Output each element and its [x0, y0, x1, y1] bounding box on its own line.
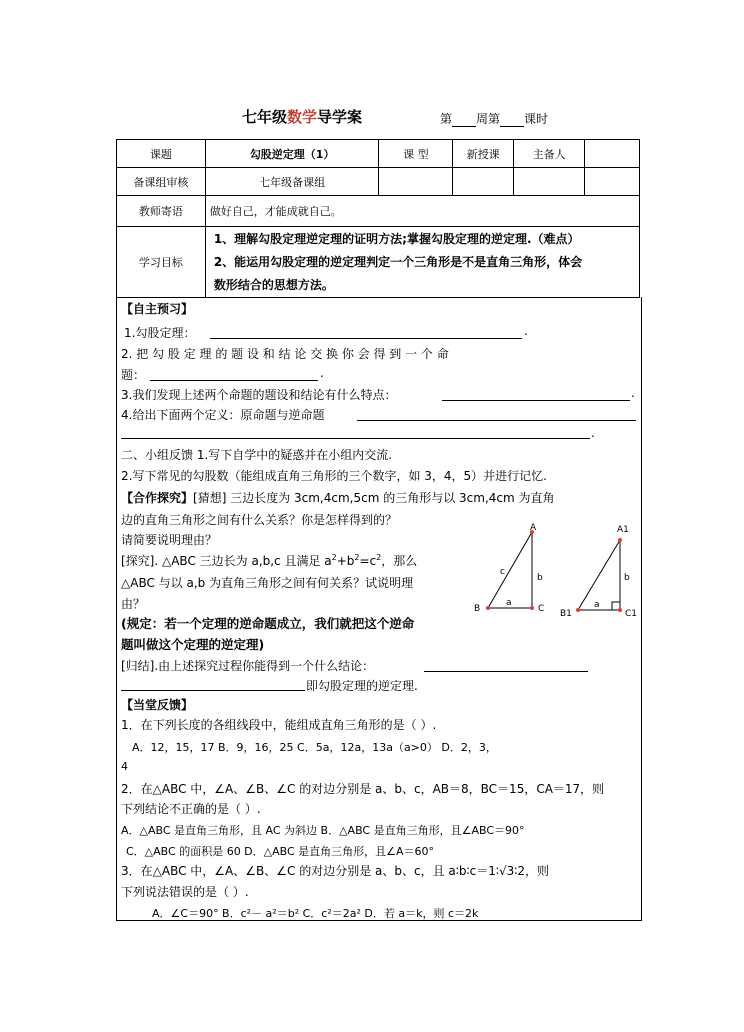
vertex-label: B — [474, 604, 481, 614]
triangle-a1b1c1 — [560, 525, 637, 619]
side-label: c — [500, 567, 505, 577]
side-label: b — [624, 573, 630, 583]
answer-line — [121, 438, 590, 439]
feedback-q3: 3．在△ABC 中，∠A、∠B、∠C 的对边分别是 a、b、c，且 a∶b∶c＝1∶√3∶2，则 — [121, 864, 550, 878]
sqrt3: √3 — [498, 864, 515, 878]
vertex-label: B1 — [560, 609, 572, 619]
empty-cell — [379, 168, 453, 196]
empty-cell — [453, 168, 514, 196]
vertex-label: A — [530, 523, 537, 533]
preview-q2: 2. 把 勾 股 定 理 的 题 设 和 结 论 交 换 你 会 得 到 一 个 命 — [121, 347, 449, 361]
side-label: a — [506, 598, 512, 608]
explore-line-3: 请简要说明理由？ — [121, 533, 218, 547]
label-lesson-type: 课 型 — [379, 140, 453, 168]
feedback-q1: 1．在下列长度的各组线段中，能组成直角三角形的是（ ）. — [121, 718, 437, 732]
label-goals: 学习目标 — [117, 227, 206, 298]
lesson-type: 新授课 — [453, 140, 514, 168]
inquiry-line-3: 由？ — [121, 597, 146, 611]
answer-line — [424, 671, 588, 672]
group-feedback-1: 二、小组反馈 1.写下自学中的疑惑并在小组内交流. — [121, 448, 393, 462]
feedback-q1-options: A．12，15，17 B．9，16，25 C．5a，12a，13a（a>0） D．2，3， — [132, 741, 497, 754]
side-label: b — [537, 573, 543, 583]
explore-line-2: 边的直角三角形之间有什么关系？你是怎样得到的？ — [121, 513, 398, 527]
preview-q1: 1.勾股定理： — [124, 326, 196, 340]
page-title: 七年级数学导学案 — [242, 108, 363, 126]
feedback-q2-options-ab: A．△ABC 是直角三角形，且 AC 为斜边 B．△ABC 是直角三角形，且∠ABC＝90° — [121, 824, 525, 837]
vertex-label: A1 — [617, 525, 629, 535]
answer-line — [357, 420, 636, 421]
explore-heading: 【合作探究】 — [121, 491, 194, 505]
answer-line — [442, 400, 630, 401]
feedback-q2: 2．在△ABC 中，∠A、∠B、∠C 的对边分别是 a、b、c，AB＝8，BC＝15，CA＝17，则 — [121, 782, 605, 796]
triangle-abc — [474, 523, 544, 614]
week-lesson-line: 第 周第 课时 — [440, 112, 549, 126]
answer-line — [210, 338, 522, 339]
group-feedback-2: 2.写下常见的勾股数（能组成直角三角形的三个数字，如 3，4，5）并进行记忆. — [121, 469, 547, 483]
preparer-cell — [585, 140, 640, 168]
label-topic: 课题 — [117, 140, 206, 168]
rule-line-2: 题叫做这个定理的逆定理) — [121, 637, 265, 652]
answer-line — [121, 690, 305, 691]
summary-line-2: 即勾股定理的逆定理. — [306, 679, 418, 693]
feedback-heading: 【当堂反馈】 — [121, 698, 194, 712]
side-label: a — [594, 600, 600, 610]
empty-cell — [585, 168, 640, 196]
goal-1: 1、理解勾股定理逆定理的证明方法;掌握勾股定理的逆定理.（难点） — [213, 231, 580, 246]
info-table — [116, 139, 640, 298]
vertex-label: C1 — [625, 609, 638, 619]
review-group: 七年级备课组 — [205, 168, 379, 196]
inquiry-line-1: [探究]. △ABC 三边长为 a,b,c 且满足 $a^2+b^2=c^2$，那么 — [121, 553, 418, 568]
goal-2b: 数形结合的思想方法。 — [213, 277, 334, 292]
vertex-label: C — [538, 604, 545, 614]
triangle-figures — [470, 518, 640, 624]
preview-q4: 4.给出下面两个定义：原命题与逆命题 — [121, 408, 325, 422]
learning-goals — [205, 227, 639, 298]
title-highlight: 数学 — [287, 108, 318, 126]
preview-q3: 3.我们发现上述两个命题的题设和结论有什么特点： — [121, 388, 397, 402]
summary-line-1: [归结].由上述探究过程你能得到一个什么结论： — [121, 659, 375, 673]
label-review: 备课组审核 — [117, 168, 206, 196]
label-preparer: 主备人 — [514, 140, 585, 168]
teacher-message: 做好自己，才能成就自己。 — [205, 196, 639, 227]
inquiry-line-2: △ABC 与以 a,b 为直角三角形之间有何关系？试说明理 — [121, 576, 414, 590]
explore-line-1: 【合作探究】[猜想] 三边长度为 3cm,4cm,5cm 的三角形与以 3cm,4cm 为直角 — [121, 491, 555, 505]
goal-2a: 2、能运用勾股定理的逆定理判定一个三角形是不是直角三角形，体会 — [213, 254, 583, 269]
feedback-q2-options-cd: C．△ABC 的面积是 60 D．△ABC 是直角三角形，且∠A＝60° — [126, 845, 435, 858]
rule-line-1: (规定：若一个定理的逆命题成立，我们就把这个逆命 — [121, 616, 415, 631]
lesson-topic: 勾股逆定理（1） — [205, 140, 379, 168]
answer-line — [150, 380, 318, 381]
preview-heading: 【自主预习】 — [121, 302, 194, 316]
empty-cell — [514, 168, 585, 196]
label-teacher-message: 教师寄语 — [117, 196, 206, 227]
feedback-q3-options: A．∠C＝90° B．c²－ a²＝b² C．c²＝2a² D．若 a＝k，则 c＝2k — [152, 907, 479, 920]
